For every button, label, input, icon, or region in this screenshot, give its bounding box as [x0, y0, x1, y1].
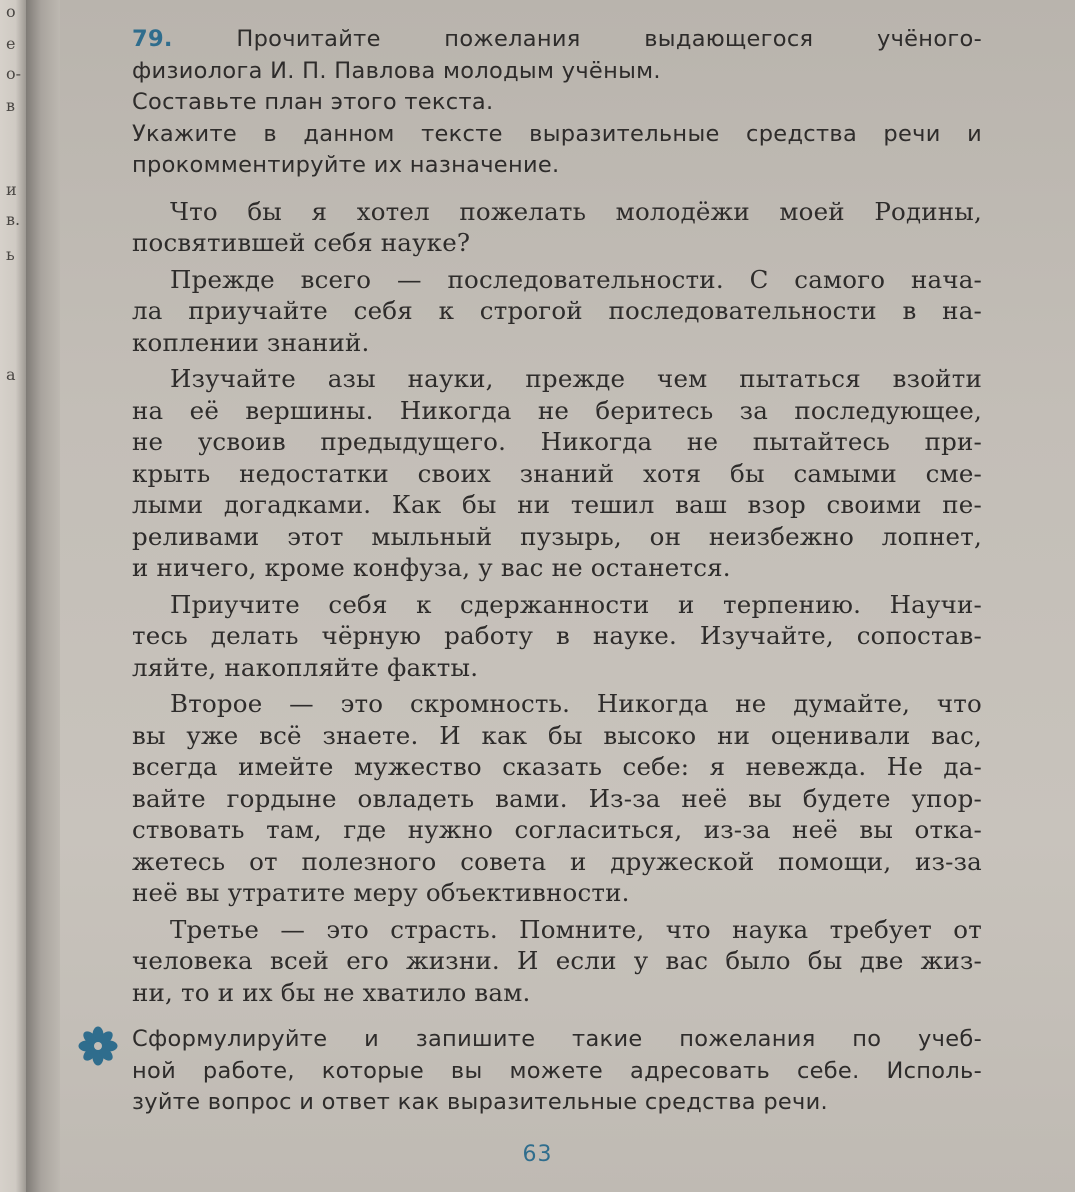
- text-line: всегда имейте мужество сказать себе: я невежда. Не да-: [132, 752, 982, 781]
- text-line: Что бы я хотел пожелать молодёжи моей Родины,: [170, 196, 982, 226]
- task-line: Укажите в данном тексте выразительные средства речи и: [132, 120, 982, 147]
- edge-char: ь: [6, 245, 15, 264]
- exercise-task: [132, 24, 982, 182]
- text-line: ствовать там, где нужно согласиться, из-за неё вы отка-: [132, 815, 982, 844]
- text-line: тесь делать чёрную работу в науке. Изучайте, сопостав-: [132, 621, 982, 650]
- task-line-text: Прочитайте пожелания выдающегося учёного-: [236, 26, 982, 52]
- text-line: Прежде всего — последовательности. С самого нача-: [170, 264, 982, 294]
- text-line: и ничего, кроме конфуза, у вас не останется.: [132, 553, 731, 582]
- text-line: коплении знаний.: [132, 327, 370, 357]
- task-line: физиолога И. П. Павлова молодым учёным.: [132, 57, 661, 84]
- text-line: жетесь от полезного совета и дружеской помощи, из-за: [132, 846, 982, 876]
- text-line: крыть недостатки своих знаний хотя бы самыми сме-: [132, 458, 982, 488]
- book-gutter: [26, 0, 60, 1192]
- text-line: ни, то и их бы не хватило вам.: [132, 977, 531, 1007]
- text-paragraph: [132, 688, 982, 909]
- task-line: [132, 24, 982, 56]
- edge-char: а: [6, 365, 16, 384]
- text-paragraph: [132, 914, 982, 1009]
- task-line: Составьте план этого текста.: [132, 89, 494, 115]
- edge-char: о-: [6, 64, 22, 83]
- text-line: ляйте, накопляйте факты.: [132, 652, 479, 682]
- text-question: [132, 196, 982, 259]
- edge-char: в.: [6, 210, 21, 229]
- adjacent-page-edge: [0, 0, 26, 1192]
- extra-task-line: Сформулируйте и запишите такие пожелания по учеб-: [132, 1026, 982, 1052]
- edge-char: и: [6, 180, 17, 199]
- flower-icon: [78, 1026, 118, 1066]
- extra-task-line: ной работе, которые вы можете адресовать себе. Исполь-: [132, 1057, 982, 1084]
- text-line: неё вы утратите меру объективности.: [132, 878, 630, 907]
- text-line: вайте гордыне овладеть вами. Из-за неё вы будете упор-: [132, 783, 982, 813]
- text-line: Второе — это скромность. Никогда не думайте, что: [170, 689, 982, 718]
- text-paragraph: [132, 589, 982, 684]
- edge-char: о: [6, 2, 16, 21]
- edge-char: в: [6, 96, 16, 115]
- text-line: человека всей его жизни. И если у вас было бы две жиз-: [132, 946, 982, 975]
- text-paragraph: [132, 264, 982, 359]
- text-paragraph: [132, 363, 982, 584]
- text-line: реливами этот мыльный пузырь, он неизбежно лопнет,: [132, 521, 982, 551]
- task-line: прокомментируйте их назначение.: [132, 152, 560, 178]
- page-content: [132, 24, 982, 1119]
- extra-task-line: зуйте вопрос и ответ как выразительные средства речи.: [132, 1089, 829, 1115]
- text-line: ла приучайте себя к строгой последовательности в на-: [132, 296, 982, 325]
- text-line: Третье — это страсть. Помните, что наука требует от: [170, 914, 982, 944]
- exercise-number: 79.: [132, 26, 173, 52]
- page-number: 63: [522, 1142, 553, 1167]
- text-line: посвятившей себя науке?: [132, 228, 471, 257]
- text-line: Приучите себя к сдержанности и терпению. Научи-: [170, 589, 982, 619]
- extra-task: [132, 1024, 982, 1119]
- text-line: Изучайте азы науки, прежде чем пытаться взойти: [170, 364, 982, 393]
- edge-char: е: [6, 34, 16, 53]
- text-line: не усвоив предыдущего. Никогда не пытайтесь при-: [132, 427, 982, 456]
- text-line: лыми догадками. Как бы ни тешил ваш взор своими пе-: [132, 490, 982, 519]
- text-line: на её вершины. Никогда не беритесь за последующее,: [132, 395, 982, 425]
- text-line: вы уже всё знаете. И как бы высоко ни оценивали вас,: [132, 720, 982, 750]
